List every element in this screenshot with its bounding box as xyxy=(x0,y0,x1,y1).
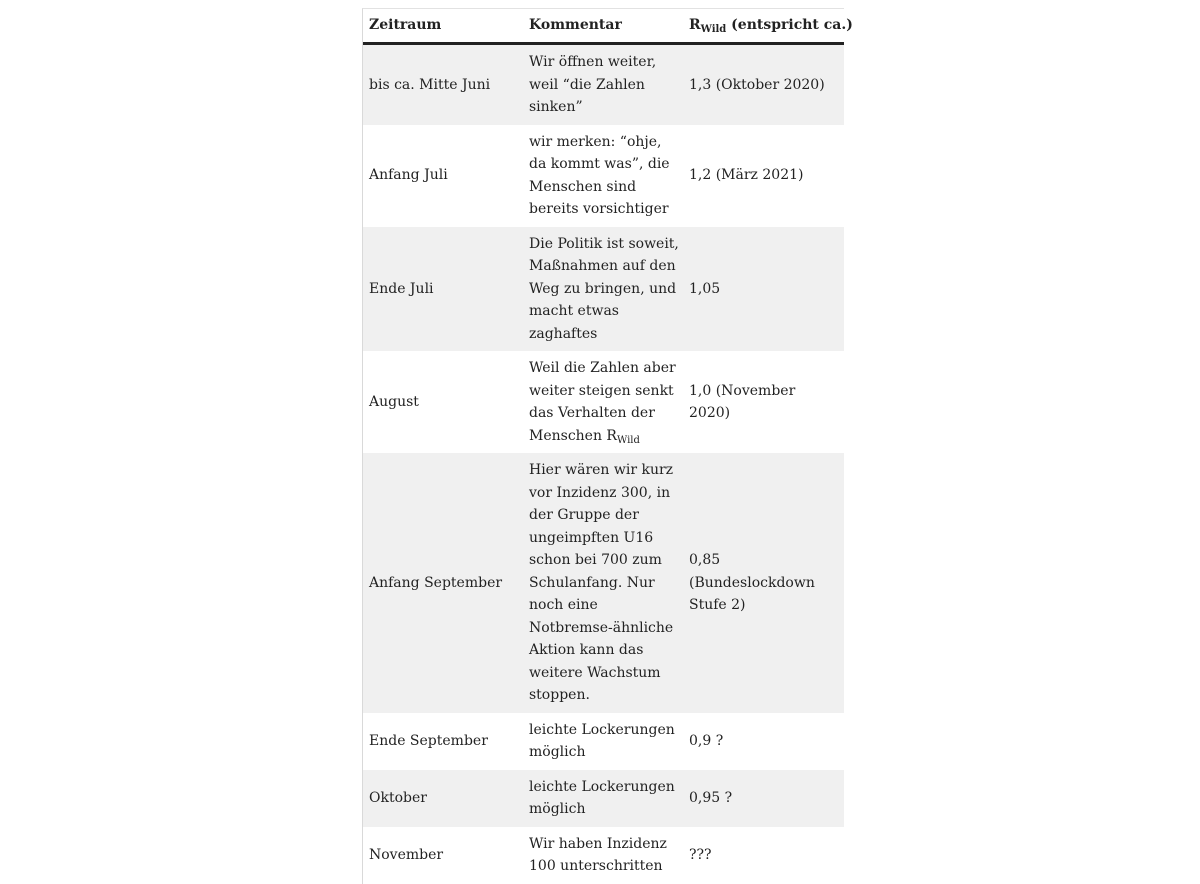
cell-period: Anfang Juli xyxy=(363,125,523,227)
cell-period: Ende September xyxy=(363,713,523,770)
table-header-row xyxy=(363,9,844,44)
cell-value: 1,2 (März 2021) xyxy=(683,125,844,227)
cell-period: Ende Juli xyxy=(363,227,523,352)
cell-value: 1,05 xyxy=(683,227,844,352)
cell-comment: leichte Lockerungen möglich xyxy=(523,713,683,770)
table-row xyxy=(363,713,844,770)
table-row xyxy=(363,44,844,125)
cell-value: 0,95 ? xyxy=(683,770,844,827)
cell-value: 1,3 (Oktober 2020) xyxy=(683,44,844,125)
cell-comment: Wir öffnen weiter, weil “die Zahlen sinken” xyxy=(523,44,683,125)
table-row xyxy=(363,227,844,352)
header-r-main: R xyxy=(689,17,701,34)
cell-value: 1,0 (November 2020) xyxy=(683,351,844,453)
cell-comment: Hier wären wir kurz vor Inzidenz 300, in der Gruppe der ungeimpften U16 schon bei 700 zum Schulanfang. Nur noch eine Notbremse-ähnliche Aktion kann das weitere Wachstum stoppen. xyxy=(523,453,683,713)
cell-value: 0,9 ? xyxy=(683,713,844,770)
header-r-sub: Wild xyxy=(700,24,727,36)
cell-comment: Die Politik ist soweit, Maßnahmen auf den Weg zu bringen, und macht etwas zaghaftes xyxy=(523,227,683,352)
table-row xyxy=(363,351,844,453)
header-period: Zeitraum xyxy=(363,9,523,44)
table-row xyxy=(363,125,844,227)
cell-period: November xyxy=(363,827,523,884)
cell-comment-text: Weil die Zahlen aber weiter steigen senkt das Verhalten der Menschen R xyxy=(529,360,676,444)
cell-period: bis ca. Mitte Juni xyxy=(363,44,523,125)
header-r-value xyxy=(683,9,853,44)
header-comment: Kommentar xyxy=(523,9,683,44)
cell-period: Oktober xyxy=(363,770,523,827)
table-row xyxy=(363,770,844,827)
cell-comment: leichte Lockerungen möglich xyxy=(523,770,683,827)
cell-comment-sub: Wild xyxy=(616,434,640,446)
cell-period: August xyxy=(363,351,523,453)
cell-comment xyxy=(523,351,683,453)
cell-comment: wir merken: “ohje, da kommt was”, die Menschen sind bereits vorsichtiger xyxy=(523,125,683,227)
table-row xyxy=(363,827,844,884)
cell-period: Anfang September xyxy=(363,453,523,713)
header-r-rest: (entspricht ca.) xyxy=(726,17,853,34)
rwild-table-container xyxy=(362,8,853,884)
cell-comment: Wir haben Inzidenz 100 unterschritten xyxy=(523,827,683,884)
cell-value: ??? xyxy=(683,827,844,884)
table-row xyxy=(363,453,844,713)
rwild-table xyxy=(363,9,853,884)
cell-value: 0,85 (Bundeslockdown Stufe 2) xyxy=(683,453,844,713)
